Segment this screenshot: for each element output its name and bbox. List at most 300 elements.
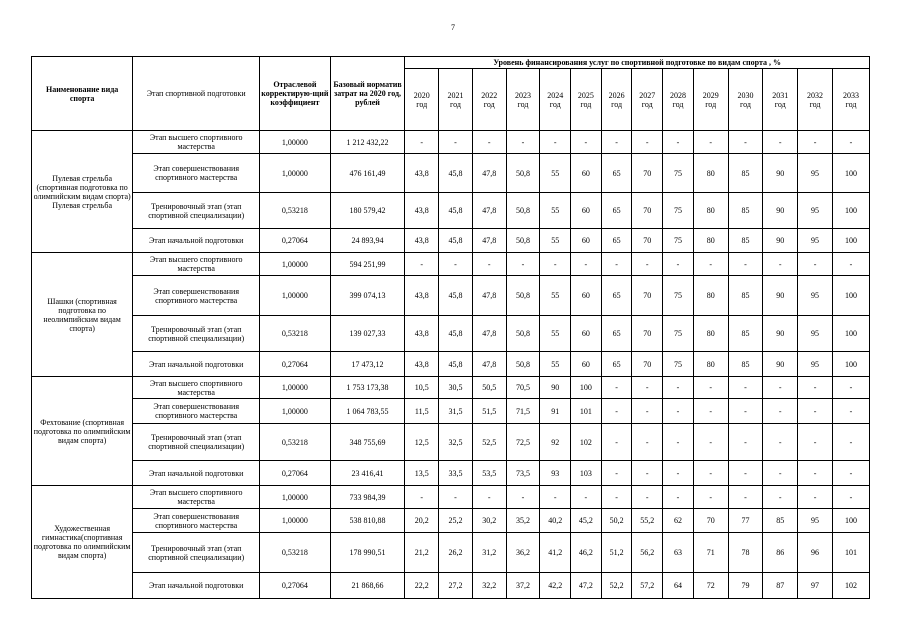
year-number: 2025 [577,90,594,100]
financing-value: 50,8 [506,276,540,316]
financing-value: 80 [693,193,728,229]
financing-value: 90 [763,154,798,193]
financing-value: 90 [540,377,571,399]
financing-value: 80 [693,229,728,253]
financing-value: - [439,131,473,154]
stage-name: Этап совершенствования спортивного мастерства [133,509,260,533]
financing-value: 50,8 [506,229,540,253]
coefficient-value: 1,00000 [260,131,331,154]
year-number: 2026 [608,90,625,100]
financing-value: 20,2 [405,509,439,533]
financing-value: 91 [540,399,571,424]
financing-value: 60 [571,276,602,316]
financing-value: - [763,131,798,154]
year-number: 2033 [842,90,859,100]
financing-value: 45,8 [439,276,473,316]
financing-value: 32,5 [439,424,473,461]
stage-name: Этап высшего спортивного мастерства [133,131,260,154]
financing-value: 40,2 [540,509,571,533]
stage-name: Этап высшего спортивного мастерства [133,253,260,276]
financing-value: 55 [540,352,571,377]
financing-value: - [601,131,632,154]
financing-value: 93 [540,461,571,486]
financing-value: 45,8 [439,154,473,193]
table-row [32,316,870,352]
table-row [32,424,870,461]
financing-value: 75 [663,316,694,352]
financing-value: 47,2 [571,573,602,599]
financing-value: 60 [571,154,602,193]
financing-value: 95 [798,509,833,533]
page-number: 7 [451,23,455,32]
year-unit: год [740,99,751,109]
financing-value: 101 [832,533,869,573]
financing-value: - [832,486,869,509]
financing-value: 65 [601,229,632,253]
financing-value: - [728,377,763,399]
stage-name: Этап совершенствования спортивного мастерства [133,399,260,424]
coefficient-value: 0,27064 [260,229,331,253]
financing-value: 73,5 [506,461,540,486]
financing-value: 70 [632,229,663,253]
financing-value: - [798,399,833,424]
header-year [472,69,506,131]
financing-value: 102 [832,573,869,599]
financing-value: 65 [601,193,632,229]
base-norm-value: 733 984,39 [330,486,405,509]
financing-value: - [832,131,869,154]
financing-table [31,56,870,599]
financing-value: 77 [728,509,763,533]
stage-name: Этап начальной подготовки [133,573,260,599]
financing-value: - [663,399,694,424]
financing-value: 60 [571,316,602,352]
table-row [32,533,870,573]
financing-value: - [832,424,869,461]
financing-value: 26,2 [439,533,473,573]
financing-value: - [798,253,833,276]
financing-value: 60 [571,352,602,377]
financing-value: 43,8 [405,276,439,316]
stage-name: Этап начальной подготовки [133,461,260,486]
financing-value: - [693,461,728,486]
financing-value: 100 [832,154,869,193]
financing-value: 95 [798,352,833,377]
financing-value: - [663,253,694,276]
year-unit: год [580,99,592,109]
financing-value: 51,2 [601,533,632,573]
financing-value: 85 [728,316,763,352]
coefficient-value: 1,00000 [260,253,331,276]
coefficient-value: 1,00000 [260,154,331,193]
header-year [728,69,763,131]
financing-value: 70 [632,276,663,316]
financing-value: 100 [832,193,869,229]
financing-value: - [832,399,869,424]
financing-value: - [798,131,833,154]
financing-value: 47,8 [472,276,506,316]
financing-value: 42,2 [540,573,571,599]
financing-value: 52,2 [601,573,632,599]
base-norm-value: 399 074,13 [330,276,405,316]
financing-value: - [601,377,632,399]
header-year [632,69,663,131]
financing-value: 47,8 [472,316,506,352]
financing-value: 60 [571,229,602,253]
financing-value: - [601,461,632,486]
financing-value: 22,2 [405,573,439,599]
year-number: 2031 [772,90,789,100]
header-base-norm: Базовый норматив затрат на 2020 год, рублей [330,57,405,131]
financing-value: - [405,131,439,154]
financing-value: 30,5 [439,377,473,399]
header-sport: Наименование вида спорта [32,57,133,131]
financing-value: 90 [763,316,798,352]
financing-value: - [663,424,694,461]
header-year [798,69,833,131]
financing-value: 31,2 [472,533,506,573]
financing-value: 96 [798,533,833,573]
financing-value: 21,2 [405,533,439,573]
financing-value: 65 [601,316,632,352]
financing-value: 87 [763,573,798,599]
base-norm-value: 1 753 173,38 [330,377,405,399]
financing-value: 50,5 [472,377,506,399]
financing-value: - [571,253,602,276]
header-year [540,69,571,131]
table-row [32,193,870,229]
financing-value: 43,8 [405,154,439,193]
financing-value: - [663,461,694,486]
financing-value: - [832,461,869,486]
financing-value: 31,5 [439,399,473,424]
base-norm-value: 21 868,66 [330,573,405,599]
financing-value: 27,2 [439,573,473,599]
year-number: 2024 [547,90,564,100]
financing-value: 90 [763,229,798,253]
financing-value: 30,2 [472,509,506,533]
table-row [32,399,870,424]
financing-value: 55 [540,229,571,253]
financing-value: 63 [663,533,694,573]
financing-value: - [472,131,506,154]
financing-value: - [663,377,694,399]
sport-name: Фехтование (спортивная подготовка по олимпийским видам спорта) [32,377,133,486]
financing-value: - [540,131,571,154]
financing-value: - [540,486,571,509]
year-number: 2029 [702,90,719,100]
financing-value: 80 [693,316,728,352]
financing-value: 36,2 [506,533,540,573]
financing-value: - [439,486,473,509]
financing-value: 45,8 [439,229,473,253]
financing-value: - [832,377,869,399]
header-year [405,69,439,131]
financing-value: 12,5 [405,424,439,461]
financing-value: 35,2 [506,509,540,533]
coefficient-value: 1,00000 [260,276,331,316]
financing-value: - [663,131,694,154]
financing-value: 100 [832,509,869,533]
financing-value: 60 [571,193,602,229]
financing-value: 75 [663,352,694,377]
table-row [32,377,870,399]
financing-value: 71,5 [506,399,540,424]
financing-value: 47,8 [472,352,506,377]
financing-value: 45,2 [571,509,602,533]
financing-value: 95 [798,276,833,316]
financing-value: 51,5 [472,399,506,424]
header-year [506,69,540,131]
financing-value: - [728,131,763,154]
financing-value: - [632,424,663,461]
financing-value: - [693,399,728,424]
year-unit: год [416,99,428,109]
financing-value: 71 [693,533,728,573]
financing-value: - [763,486,798,509]
header-year [832,69,869,131]
financing-value: - [571,486,602,509]
year-unit: год [774,99,786,109]
coefficient-value: 0,53218 [260,316,331,352]
financing-value: 85 [728,154,763,193]
financing-value: 46,2 [571,533,602,573]
financing-value: 47,8 [472,229,506,253]
financing-value: 55 [540,316,571,352]
financing-value: - [798,424,833,461]
financing-value: - [728,424,763,461]
financing-value: 70 [632,154,663,193]
financing-value: 85 [728,276,763,316]
financing-value: - [472,486,506,509]
table-row [32,229,870,253]
financing-value: 55,2 [632,509,663,533]
financing-value: 43,8 [405,229,439,253]
year-number: 2028 [669,90,686,100]
financing-value: 102 [571,424,602,461]
financing-value: 70 [693,509,728,533]
financing-value: 41,2 [540,533,571,573]
financing-value: - [506,253,540,276]
financing-value: 55 [540,276,571,316]
financing-value: - [693,486,728,509]
coefficient-value: 0,27064 [260,461,331,486]
coefficient-value: 0,53218 [260,193,331,229]
base-norm-value: 538 810,88 [330,509,405,533]
financing-value: 100 [832,276,869,316]
financing-value: - [798,377,833,399]
financing-value: 85 [763,509,798,533]
financing-value: 92 [540,424,571,461]
financing-value: - [540,253,571,276]
stage-name: Тренировочный этап (этап спортивной специализации) [133,193,260,229]
year-unit: год [809,99,821,109]
header-year [439,69,473,131]
financing-value: - [832,253,869,276]
coefficient-value: 1,00000 [260,509,331,533]
financing-value: - [763,399,798,424]
financing-value: 43,8 [405,352,439,377]
coefficient-value: 1,00000 [260,399,331,424]
year-number: 2030 [737,90,754,100]
financing-value: - [693,377,728,399]
base-norm-value: 17 473,12 [330,352,405,377]
financing-value: - [601,424,632,461]
financing-value: 103 [571,461,602,486]
table-row [32,352,870,377]
financing-value: 50,8 [506,316,540,352]
financing-value: 100 [832,316,869,352]
financing-value: 100 [571,377,602,399]
base-norm-value: 594 251,99 [330,253,405,276]
table-row [32,276,870,316]
financing-value: 45,8 [439,316,473,352]
header-year [763,69,798,131]
base-norm-value: 1 064 783,55 [330,399,405,424]
financing-value: 86 [763,533,798,573]
financing-value: 95 [798,229,833,253]
financing-value: 78 [728,533,763,573]
financing-value: 10,5 [405,377,439,399]
financing-value: 70 [632,193,663,229]
table-row [32,573,870,599]
coefficient-value: 0,53218 [260,424,331,461]
financing-value: 90 [763,352,798,377]
year-unit: год [672,99,684,109]
financing-value: - [571,131,602,154]
coefficient-value: 1,00000 [260,486,331,509]
financing-value: 75 [663,154,694,193]
header-year [601,69,632,131]
financing-value: - [693,424,728,461]
table-row [32,253,870,276]
financing-value: - [763,461,798,486]
coefficient-value: 0,27064 [260,352,331,377]
year-number: 2020 [413,90,430,100]
header-year [571,69,602,131]
coefficient-value: 1,00000 [260,377,331,399]
financing-value: 62 [663,509,694,533]
year-number: 2027 [639,90,656,100]
financing-value: 90 [763,193,798,229]
stage-name: Этап начальной подготовки [133,352,260,377]
financing-value: 37,2 [506,573,540,599]
financing-value: - [798,461,833,486]
year-unit: год [549,99,561,109]
header-stage: Этап спортивной подготовки [133,57,260,131]
financing-value: 45,8 [439,193,473,229]
table-row [32,461,870,486]
stage-name: Тренировочный этап (этап спортивной специализации) [133,316,260,352]
financing-value: - [663,486,694,509]
base-norm-value: 476 161,49 [330,154,405,193]
financing-value: - [472,253,506,276]
financing-value: 80 [693,276,728,316]
financing-value: - [601,486,632,509]
financing-value: 43,8 [405,193,439,229]
financing-value: 43,8 [405,316,439,352]
financing-value: - [728,253,763,276]
financing-value: 25,2 [439,509,473,533]
year-unit: год [845,99,857,109]
financing-value: - [632,486,663,509]
table-row [32,154,870,193]
financing-value: 13,5 [405,461,439,486]
stage-name: Этап начальной подготовки [133,229,260,253]
financing-value: 53,5 [472,461,506,486]
financing-value: - [439,253,473,276]
year-unit: год [450,99,461,109]
stage-name: Тренировочный этап (этап спортивной специализации) [133,533,260,573]
financing-value: - [632,461,663,486]
financing-value: 50,8 [506,154,540,193]
financing-value: 90 [763,276,798,316]
financing-value: - [763,424,798,461]
header-coefficient: Отраслевой корректирую-щий коэффициент [260,57,331,131]
stage-name: Тренировочный этап (этап спортивной специализации) [133,424,260,461]
base-norm-value: 139 027,33 [330,316,405,352]
table-row [32,486,870,509]
year-number: 2022 [481,90,498,100]
sport-name: Пулевая стрельба (спортивная подготовка по олимпийским видам спорта) Пулевая стрельба [32,131,133,253]
year-unit: год [483,99,495,109]
financing-value: 47,8 [472,154,506,193]
sport-name: Шашки (спортивная подготовка по неолимпийским видам спорта) [32,253,133,377]
financing-value: 72 [693,573,728,599]
financing-value: 64 [663,573,694,599]
financing-value: - [405,253,439,276]
financing-value: - [763,377,798,399]
financing-value: 70 [632,316,663,352]
financing-value: 55 [540,193,571,229]
stage-name: Этап совершенствования спортивного мастерства [133,276,260,316]
financing-value: 72,5 [506,424,540,461]
financing-value: 85 [728,193,763,229]
stage-name: Этап высшего спортивного мастерства [133,377,260,399]
financing-value: - [601,399,632,424]
financing-value: - [506,131,540,154]
financing-value: - [632,399,663,424]
financing-value: 52,5 [472,424,506,461]
header-financing-level: Уровень финансирования услуг по спортивной подготовке по видам спорта , % [405,57,870,69]
sport-name: Художественная гимнастика(спортивная подготовка по олимпийским видам спорта) [32,486,133,599]
financing-value: 55 [540,154,571,193]
financing-value: - [763,253,798,276]
stage-name: Этап высшего спортивного мастерства [133,486,260,509]
financing-value: 65 [601,154,632,193]
year-unit: год [611,99,623,109]
base-norm-value: 24 893,94 [330,229,405,253]
financing-value: 65 [601,276,632,316]
year-unit: год [705,99,717,109]
financing-value: 97 [798,573,833,599]
base-norm-value: 1 212 432,22 [330,131,405,154]
financing-value: - [632,253,663,276]
financing-value: 47,8 [472,193,506,229]
financing-value: 95 [798,193,833,229]
financing-value: 80 [693,154,728,193]
financing-value: - [405,486,439,509]
financing-value: 50,8 [506,193,540,229]
financing-value: - [728,399,763,424]
financing-value: - [632,131,663,154]
year-unit: год [641,99,653,109]
financing-value: 100 [832,352,869,377]
financing-value: 57,2 [632,573,663,599]
table-row [32,509,870,533]
financing-value: 75 [663,193,694,229]
financing-value: - [728,486,763,509]
